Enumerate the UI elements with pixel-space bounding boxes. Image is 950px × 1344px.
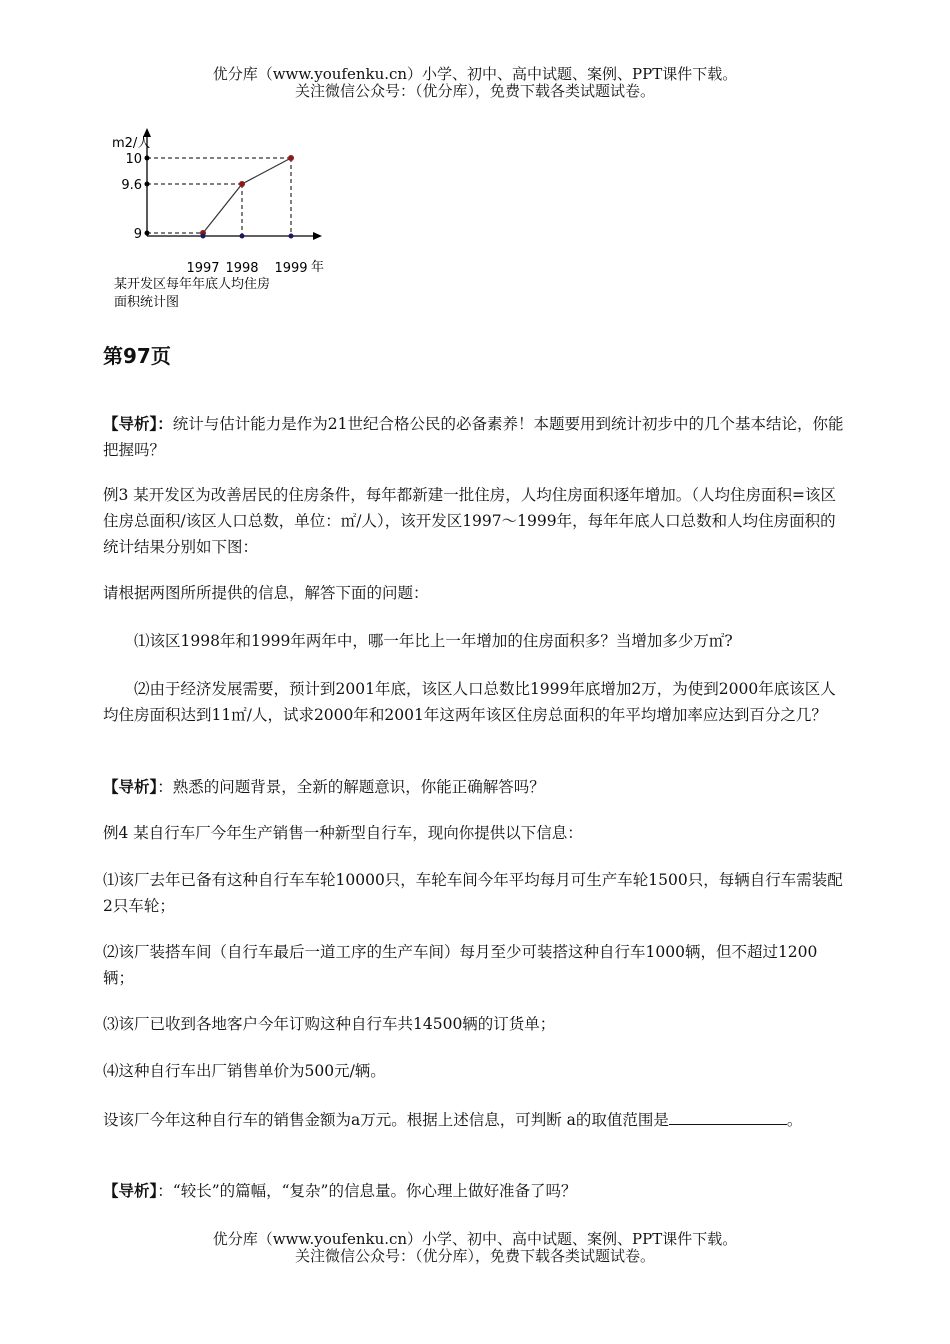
guide-text: 统计与估计能力是作为21世纪合格公民的必备素养！本题要用到统计初步中的几个基本结论，你能把握吗？ <box>103 415 844 459</box>
x-tick-dot-1998 <box>240 234 245 239</box>
guide-tag: 【导析】： <box>103 414 173 433</box>
header-line-2: 关注微信公众号：（优分库），免费下载各类试题试卷。 <box>294 82 655 100</box>
x-axis-label: 年 <box>311 260 325 275</box>
page-footer <box>0 1231 950 1265</box>
guide-text: ：“较长”的篇幅，“复杂”的信息量。你心理上做好准备了吗？ <box>157 1182 577 1200</box>
guide-paragraph-2 <box>103 774 848 800</box>
chart-marks <box>121 152 307 276</box>
page-heading: 第97页 <box>103 344 171 368</box>
instruction-paragraph: 请根据两图所所提供的信息，解答下面的问题： <box>103 584 429 602</box>
guide-tag: 【导析】 <box>103 1181 158 1200</box>
x-tick-label: 1998 <box>225 261 259 276</box>
axes <box>147 134 318 236</box>
question-2: ⑵由于经济发展需要，预计到2001年底，该区人口总数比1999年底增加2万，为使到2000年底该区人均住房面积达到11㎡/人，试求2000年和2001年这两年该区住房总面积的年平均增加率应达到百分之几？ <box>103 680 836 724</box>
question-1: ⑴该区1998年和1999年两年中，哪一年比上一年增加的住房面积多？当增加多少万㎡? <box>134 632 733 650</box>
answer-blank[interactable] <box>669 1110 787 1125</box>
page-header-top <box>0 66 950 100</box>
example-4-paragraph: 例4 某自行车厂今年生产销售一种新型自行车，现向你提供以下信息： <box>103 824 583 842</box>
line-chart <box>108 126 348 316</box>
guide-paragraph-1 <box>103 411 848 463</box>
info-item-2: ⑵该厂装搭车间（自行车最后一道工序的生产车间）每月至少可装搭这种自行车1000辆，但不超过1200辆； <box>103 943 818 987</box>
header-line-1: 优分库（www.youfenku.cn）小学、初中、高中试题、案例、PPT课件下载。 <box>212 65 738 83</box>
y-tick-label: 9 <box>133 227 142 242</box>
guide-paragraph-3 <box>103 1178 848 1204</box>
data-point-1998 <box>239 181 245 187</box>
x-axis-arrow <box>313 232 322 240</box>
data-point-1999 <box>288 155 294 161</box>
y-tick-dot-9 <box>145 231 150 236</box>
info-item-1: ⑴该厂去年已备有这种自行车车轮10000只，车轮车间今年平均每月可生产车轮1500只，每辆自行车需装配2只车轮； <box>103 871 843 915</box>
example-3-paragraph: 例3 某开发区为改善居民的住房条件，每年都新建一批住房，人均住房面积逐年增加。（人均住房面积=该区住房总面积/该区人口总数，单位：㎡/人），该开发区1997～1999年，每年年底人口总数和人均住房面积的统计结果分别如下图： <box>103 486 837 556</box>
question-end-punct: 。 <box>786 1111 803 1129</box>
info-item-4: ⑷这种自行车出厂销售单价为500元/辆。 <box>103 1062 386 1080</box>
footer-line-2: 关注微信公众号：（优分库），免费下载各类试题试卷。 <box>294 1247 655 1265</box>
y-tick-label: 10 <box>125 152 142 167</box>
chart-title-line-1: 某开发区每年年底人均住房 <box>114 277 271 292</box>
info-item-3: ⑶该厂已收到各地客户今年订购这种自行车共14500辆的订货单； <box>103 1015 556 1033</box>
guide-text: ：熟悉的问题背景，全新的解题意识，你能正确解答吗？ <box>157 778 545 796</box>
y-tick-dot-10 <box>145 156 150 161</box>
question-text: 设该厂今年这种自行车的销售金额为a万元。根据上述信息，可判断 a的取值范围是 <box>103 1111 669 1129</box>
series-line <box>203 158 291 233</box>
x-tick-label: 1997 <box>186 261 220 276</box>
x-tick-dot-1999 <box>289 234 294 239</box>
x-tick-label: 1999 <box>274 261 308 276</box>
y-axis-label: m2/人 <box>112 136 151 151</box>
y-tick-dot-9.6 <box>145 182 150 187</box>
x-tick-dot-1997 <box>201 234 206 239</box>
guide-tag: 【导析】 <box>103 777 158 796</box>
footer-line-1: 优分库（www.youfenku.cn）小学、初中、高中试题、案例、PPT课件下载。 <box>212 1230 738 1248</box>
y-tick-label: 9.6 <box>121 178 142 193</box>
answer-question <box>103 1107 848 1133</box>
chart-title-line-2: 面积统计图 <box>114 295 180 310</box>
